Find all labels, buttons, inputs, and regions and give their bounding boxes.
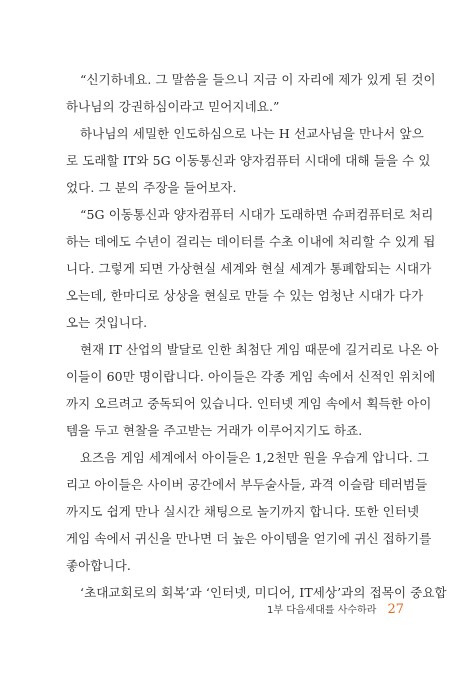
text-line: 하나님의 강권하심이라고 믿어지네요.” xyxy=(66,99,280,114)
text-line: 오는데, 한마디로 상상을 현실로 만들 수 있는 엄청난 시대가 다가 xyxy=(66,288,424,303)
body-text xyxy=(66,66,447,606)
text-line: 었다. 그 분의 주장을 들어보자. xyxy=(66,180,237,195)
text-line: 템을 두고 현찰을 주고받는 거래가 이루어지기도 하죠. xyxy=(66,423,363,438)
text-line: 로 도래할 IT와 5G 이동통신과 양자컴퓨터 시대에 대해 들을 수 있 xyxy=(66,153,431,168)
text-line: 좋아합니다. xyxy=(66,558,131,573)
page-footer xyxy=(267,598,404,618)
text-line: “신기하네요. 그 말씀을 들으니 지금 이 자리에 제가 있게 된 것이 xyxy=(80,72,436,87)
text-line: ‘초대교회로의 회복’과 ‘인터넷, 미디어, IT세상’과의 접목이 중요합 xyxy=(80,585,447,600)
text-line: 까지 오르려고 중독되어 있습니다. 인터넷 게임 속에서 획득한 아이 xyxy=(66,396,432,411)
page-number: 27 xyxy=(387,602,404,617)
text-line: 니다. 그렇게 되면 가상현실 세계와 현실 세계가 통폐합되는 시대가 xyxy=(66,261,432,276)
text-line: 하는 데에도 수년이 걸리는 데이터를 수초 이내에 처리할 수 있게 됩 xyxy=(66,234,436,249)
text-line: 요즈음 게임 세계에서 아이들은 1,2천만 원을 우습게 압니다. 그 xyxy=(80,450,430,465)
text-line: 현재 IT 산업의 발달로 인한 최첨단 게임 때문에 길거리로 나온 아 xyxy=(80,342,439,357)
text-line: 게임 속에서 귀신을 만나면 더 높은 아이템을 얻기에 귀신 접하기를 xyxy=(66,531,432,546)
text-line: 오는 것입니다. xyxy=(66,315,148,330)
text-line: 리고 아이들은 사이버 공간에서 부두술사들, 과격 이슬람 테러범들 xyxy=(66,477,428,492)
text-line: 이들이 60만 명이랍니다. 아이들은 각종 게임 속에서 신적인 위치에 xyxy=(66,369,436,384)
running-title: 1부 다음세대를 사수하라 xyxy=(267,605,377,616)
text-line: 하나님의 세밀한 인도하심으로 나는 H 선교사님을 만나서 앞으 xyxy=(80,126,424,141)
text-line: “5G 이동통신과 양자컴퓨터 시대가 도래하면 슈퍼컴퓨터로 처리 xyxy=(80,207,434,222)
text-line: 까지도 쉽게 만나 실시간 채팅으로 놀기까지 합니다. 또한 인터넷 xyxy=(66,504,420,519)
